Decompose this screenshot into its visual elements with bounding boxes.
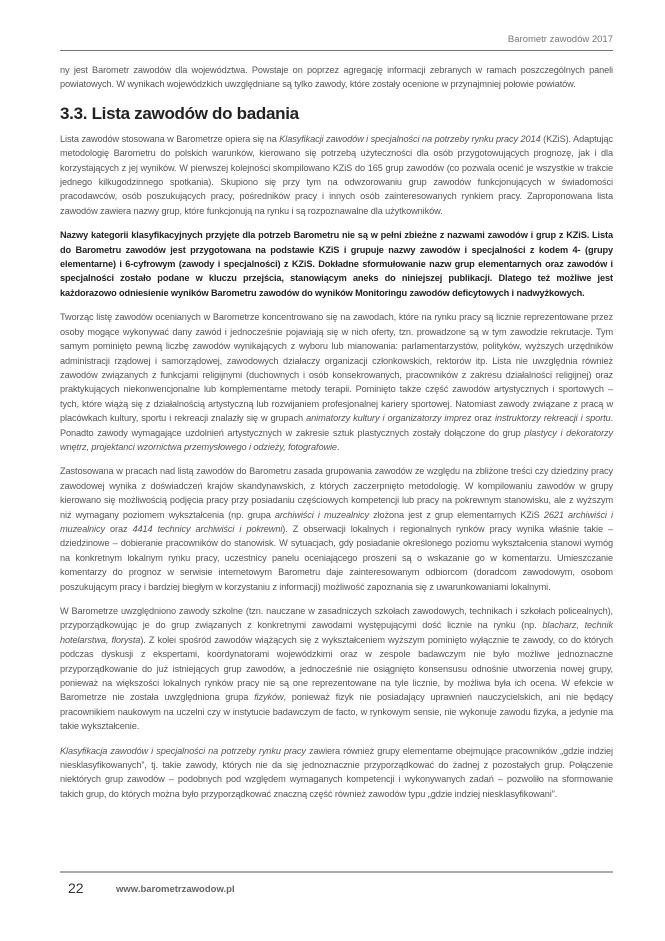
- italic-text: fizyków: [254, 692, 284, 703]
- text-run: oraz: [104, 523, 133, 534]
- body-paragraph: [60, 744, 613, 802]
- text-run: złożona jest z grup elementarnych KZiS: [368, 509, 544, 520]
- italic-text: blacharz, technik hotelarstwa, florysta: [60, 620, 613, 645]
- running-header: Barometr zawodów 2017: [507, 34, 613, 45]
- italic-text: Klasyfikacja zawodów i specjalności na potrzeby rynku pracy: [60, 745, 306, 756]
- text-run: Zastosowana w pracach nad listą zawodów do Barometru zasada grupowania zawodów ze względu na zbliżone treści czy dziedziny pracy zawodowej wynika z doświadczeń krajów skandynawskich, z których zaczerpnięto metodologię. W kompilowaniu zawodów w grupy kierowano się możliwością podjęcia pracy przy posiadaniu częściowych kompetencji lub pracy na pokrewnym stanowisku, ale z wyższym niż wymagany poziomem wykształcenia (np. grupa: [60, 466, 613, 520]
- text-run: ). Z kolei spośród zawodów wiążących się z wykształceniem wyższym pominięto wyłącznie te zawody, co do których podczas dyskusji z ekspertami, koordynatorami wojewódzkimi oraz w zespole badawczym nie było możliwe jednoznaczne przyporządkowanie do już istniejących grup zawodów, a jednocześnie nie osiągnięto konsensusu odnośnie utworzenia nowej grupy, ponieważ na większości lokalnych rynków pracy nie są one reprezentowane na tyle licznie, by możliwa była ich ocena. W efekcie w Barometrze nie została uwzględniona grupa: [60, 634, 613, 703]
- body-paragraph: [60, 132, 613, 218]
- italic-text: plastycy i dekoratorzy wnętrz, projektanci wzornictwa przemysłowego i odzieży, fotografowie: [60, 427, 613, 452]
- italic-text: archiwiści i muzealnicy: [274, 509, 369, 520]
- section-heading: 3.3. Lista zawodów do badania: [60, 103, 299, 123]
- text-run: Lista zawodów stosowana w Barometrze opiera się na: [60, 133, 280, 144]
- italic-text: 4414 technicy archiwiści i pokrewni: [132, 523, 283, 534]
- body-paragraph: [60, 63, 613, 92]
- text-run: ny jest Barometr zawodów dla województwa. Powstaje on poprzez agregację informacji zebranych w ramach poszczególnych paneli powiatowych. W wynikach wojewódzkich uwzględniane są tylko zawody, które zostały ocenione w przynajmniej połowie powiatów.: [60, 65, 613, 90]
- text-run: W Barometrze uwzględniono zawody szkolne (tzn. nauczane w zasadniczych szkołach zawodowych, technikach i szkołach policealnych), przyporządkowując je do grup związanych z konkretnymi zawodami występującymi dość licznie na rynku (np.: [60, 606, 613, 631]
- body-paragraph: [60, 464, 613, 594]
- body-paragraph: [60, 604, 613, 734]
- text-run: .: [336, 441, 340, 452]
- italic-text: Klasyfikacji zawodów i specjalności na potrzeby rynku pracy 2014: [279, 133, 541, 144]
- text-run: (KZiS). Adaptując metodologię Barometru do polskich warunków, kierowano się potrzebą użyteczności dla osób przygotowujących prognozę, jak i dla korzystających z jej wyników. W pierwszej kolejności skompilowano KZiS do 165 grup zawodów (co pozwala ocenić je wszystkie w trakcie jednego kilkugodzinnego spotkania). Skupiono się przy tym na odwzorowaniu grup zawodów funkcjonujących w świadomości pracodawców, osób poszukujących pracy, pośredników pracy i innych osób zainteresowanych rynkiem pracy. Zaproponowana lista zawodów zawiera nazwy grup, które funkcjonują na rynku i są rozpoznawalne dla użytkowników.: [60, 133, 614, 216]
- header-divider: [60, 50, 613, 51]
- page-body: [60, 63, 613, 811]
- italic-text: animatorzy kultury i organizatorzy imprez: [306, 413, 472, 424]
- text-run: Nazwy kategorii klasyfikacyjnych przyjęte dla potrzeb Barometru nie są w pełni zbieżne z nazwami zawodów i grup z KZiS. Lista do Barometru zawodów jest przygotowana na podstawie KZiS i grupuje nazwy zawodów i specjalności z kodem 4- (grupy elementarne) i 6-cyfrowym (zawody i specjalności) z KZiS. Dokładne sformułowanie nazw grup elementarnych oraz zawodów i specjalności zostało podane w kluczu przejścia, stanowiącym aneks do niniejszej publikacji. Dlatego też możliwe jest każdorazowo odniesienie wyników Barometru zawodów do wyników Monitoringu zawodów deficytowych i nadwyżkowych.: [60, 230, 613, 298]
- emphasis-paragraph: [60, 228, 613, 300]
- footer-url: www.barometrzawodow.pl: [116, 884, 235, 895]
- text-run: oraz: [471, 413, 495, 424]
- text-run: , ponieważ fizyk nie posiadający uprawnień nauczycielskich, ani nie będący pracownikiem naukowym na uczelni czy w instytucie badawczym de facto, w rynkowym sensie, nie wykonuje zawodu fizyka, a jedynie ma takie wykształcenie.: [60, 692, 614, 732]
- text-run: . Ponadto zawody wymagające uzdolnień artystycznych w zakresie sztuk plastycznych zostały dołączone do grup: [60, 413, 614, 438]
- text-run: Tworząc listę zawodów ocenianych w Barometrze koncentrowano się na zawodach, które na rynku pracy są licznie reprezentowane przez osoby mogące wykonywać dany zawód i jednocześnie pojawiają się w nich oferty, tzn. prowadzone są w tym zawodzie rekrutacje. Tym samym pominięto pewną liczbę zawodów wynikających z wyboru lub mianowania: parlamentarzystów, polityków, wyższych urzędników administracji rządowej i samorządowej, zawodowych działaczy organizacji członkowskich, rektorów itp. Lista nie uwzględnia również zawodów związanych z funkcjami religijnymi (duchownych i osób konsekrowanych, pracowników z zakresu działalności religijnej) oraz praktykujących niekonwencjonalne lub komplementarne metody terapii. Pominięto także część zawodów artystycznych i sportowych – tych, które wiążą się z działalnością artystyczną lub rozwijaniem profesjonalnej kariery sportowej. Natomiast zawody związane z pracą w placówkach kultury, sportu i rekreacji znalazły się w grupach: [60, 312, 613, 424]
- text-run: ). Z obserwacji lokalnych i regionalnych rynków pracy wynika właśnie takie – dziedzinowe – dobieranie pracowników do stanowisk. W sytuacjach, gdy posiadanie określonego poziomu wykształcenia stanowi wymóg na konkretnym lokalnym rynku pracy, uczestnicy panelu oceniającego proszeni są o wskazanie go w komentarzu. Umieszczanie komentarzy do prognoz w serwisie internetowym Barometru daje zainteresowanym odbiorcom (doradcom zawodowym, osobom poszukującym pracy i bardziej biegłym w korzystaniu z informacji) możliwość zapoznania się z uwarunkowaniami lokalnymi.: [60, 523, 613, 592]
- page-number: 22: [68, 880, 84, 896]
- italic-text: 2621 archiwiści i muzealnicy: [60, 509, 613, 534]
- footer-divider: [60, 871, 613, 873]
- text-run: zawiera również grupy elementarne obejmujące pracowników „gdzie indziej niesklasyfikowanych”, tj. takie zawody, których nie da się jednoznacznie przyporządkować do żadnej z pozostałych grup. Połączenie niektórych grup zawodów – podobnych pod względem wymaganych kompetencji i wykonywanych zadań – pozwoliło na sformowanie takich grup, do których można było przyporządkować znaczną część również zawodów typu „gdzie indziej niesklasyfikowani”.: [60, 745, 613, 799]
- italic-text: instruktorzy rekreacji i sportu: [494, 413, 611, 424]
- body-paragraph: [60, 310, 613, 454]
